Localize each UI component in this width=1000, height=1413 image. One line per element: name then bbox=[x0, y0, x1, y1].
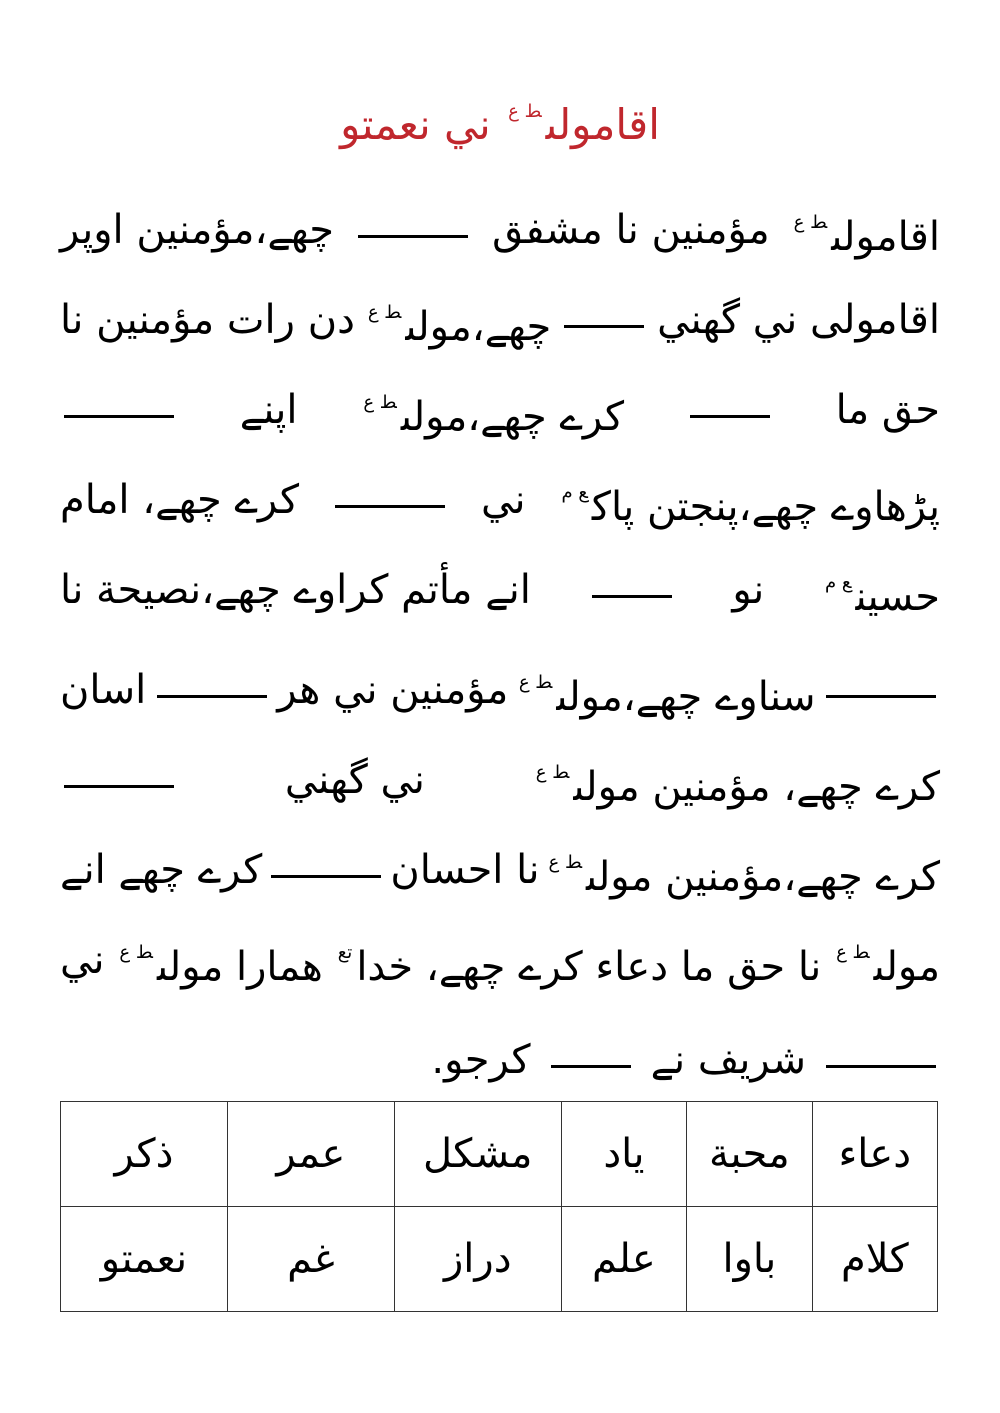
text-fragment: مؤمنين ني هر bbox=[277, 667, 509, 713]
honorific-mark: ع م bbox=[561, 482, 588, 503]
text-fragment: نا احسان bbox=[390, 847, 540, 893]
text-fragment: همارا مولى bbox=[156, 944, 323, 990]
word-cell: باوا bbox=[687, 1207, 812, 1312]
honorific-mark: ط ع bbox=[119, 942, 153, 963]
text-fragment: ني گهني bbox=[284, 757, 425, 803]
word-cell: نعمتو bbox=[61, 1207, 228, 1312]
fill-blank[interactable] bbox=[157, 695, 267, 698]
text-fragment: اپنے bbox=[239, 387, 298, 433]
fill-blank[interactable] bbox=[551, 1065, 631, 1068]
honorific-mark: ط ع bbox=[548, 852, 583, 873]
text-line-3 bbox=[60, 380, 940, 440]
text-fragment: اقامولى ني گهني bbox=[657, 297, 940, 343]
worksheet-title bbox=[0, 100, 1000, 149]
fill-blank[interactable] bbox=[335, 505, 445, 508]
text-fragment: نو bbox=[732, 567, 765, 613]
text-fragment: مولى bbox=[873, 944, 940, 990]
text-fragment: كرجو. bbox=[431, 1037, 531, 1083]
honorific-mark: ط ع bbox=[518, 672, 553, 693]
word-cell: غم bbox=[227, 1207, 394, 1312]
text-fragment: انے مأتم كراوے چهے،نصيحة نا bbox=[60, 567, 531, 613]
text-fragment: حق ما bbox=[835, 387, 940, 433]
honorific-mark: ط ع bbox=[836, 942, 870, 963]
fill-blank[interactable] bbox=[826, 695, 936, 698]
table-row bbox=[61, 1207, 938, 1312]
fill-blank[interactable] bbox=[826, 1065, 936, 1068]
title-main: اقامولى bbox=[545, 100, 660, 149]
text-fragment: كرے چهے، امام bbox=[60, 477, 300, 523]
title-rest: ني نعمتو bbox=[340, 100, 491, 149]
word-cell: ذكر bbox=[61, 1102, 228, 1207]
fill-blank[interactable] bbox=[64, 785, 174, 788]
text-fragment: سناوے چهے،مولى bbox=[556, 674, 816, 720]
fill-blank[interactable] bbox=[64, 415, 174, 418]
fill-blank[interactable] bbox=[358, 235, 468, 238]
honorific-mark: ط ع bbox=[793, 212, 828, 233]
text-fragment: اقامولى bbox=[831, 214, 940, 260]
text-fragment: ني bbox=[60, 937, 105, 983]
word-cell: دعاء bbox=[812, 1102, 937, 1207]
text-fragment: حسين bbox=[855, 574, 940, 620]
text-fragment: ني bbox=[480, 477, 526, 523]
text-fragment: چهے،مؤمنين اوپر bbox=[60, 207, 334, 253]
honorific-mark: ع م bbox=[824, 572, 852, 593]
text-fragment: كرے چهے،مولى bbox=[400, 394, 625, 440]
text-fragment: كرے چهے انے bbox=[60, 847, 263, 893]
text-fragment: نا حق ما دعاء كرے چهے، خدا bbox=[356, 944, 822, 990]
honorific-mark: ط ع bbox=[367, 302, 402, 323]
text-line-4 bbox=[60, 470, 940, 530]
word-cell: مشكل bbox=[394, 1102, 561, 1207]
text-fragment: شريف نے bbox=[650, 1037, 806, 1083]
honorific-mark: تع bbox=[337, 942, 353, 963]
word-cell: دراز bbox=[394, 1207, 561, 1312]
title-honorific: ط ع bbox=[508, 101, 542, 122]
fill-blank[interactable] bbox=[271, 875, 381, 878]
text-line-10 bbox=[60, 1030, 940, 1090]
text-fragment: مؤمنين نا مشفق bbox=[492, 207, 770, 253]
text-line-6 bbox=[60, 660, 940, 720]
text-fragment: پڑهاوے چهے،پنجتن پاك bbox=[591, 484, 940, 530]
text-line-2 bbox=[60, 290, 940, 350]
text-fragment: چهے،مولى bbox=[405, 304, 552, 350]
word-cell: محبة bbox=[687, 1102, 812, 1207]
text-fragment: اسان bbox=[60, 667, 147, 713]
word-cell: عمر bbox=[227, 1102, 394, 1207]
fill-blank[interactable] bbox=[564, 325, 644, 328]
text-fragment: دن رات مؤمنين نا bbox=[60, 297, 355, 343]
honorific-mark: ط ع bbox=[363, 392, 397, 413]
text-line-5 bbox=[60, 560, 940, 620]
text-fragment: كرے چهے، مؤمنين مولى bbox=[573, 764, 940, 810]
word-cell: علم bbox=[561, 1207, 686, 1312]
table-row bbox=[61, 1102, 938, 1207]
text-line-9 bbox=[60, 930, 940, 990]
honorific-mark: ط ع bbox=[535, 762, 570, 783]
text-fragment: كرے چهے،مؤمنين مولى bbox=[586, 854, 940, 900]
text-line-7 bbox=[60, 750, 940, 810]
word-cell: ياد bbox=[561, 1102, 686, 1207]
text-line-8 bbox=[60, 840, 940, 900]
text-line-1 bbox=[60, 200, 940, 260]
fill-blank[interactable] bbox=[690, 415, 770, 418]
word-cell: كلام bbox=[812, 1207, 937, 1312]
fill-blank[interactable] bbox=[592, 595, 672, 598]
word-bank-table bbox=[60, 1101, 938, 1312]
